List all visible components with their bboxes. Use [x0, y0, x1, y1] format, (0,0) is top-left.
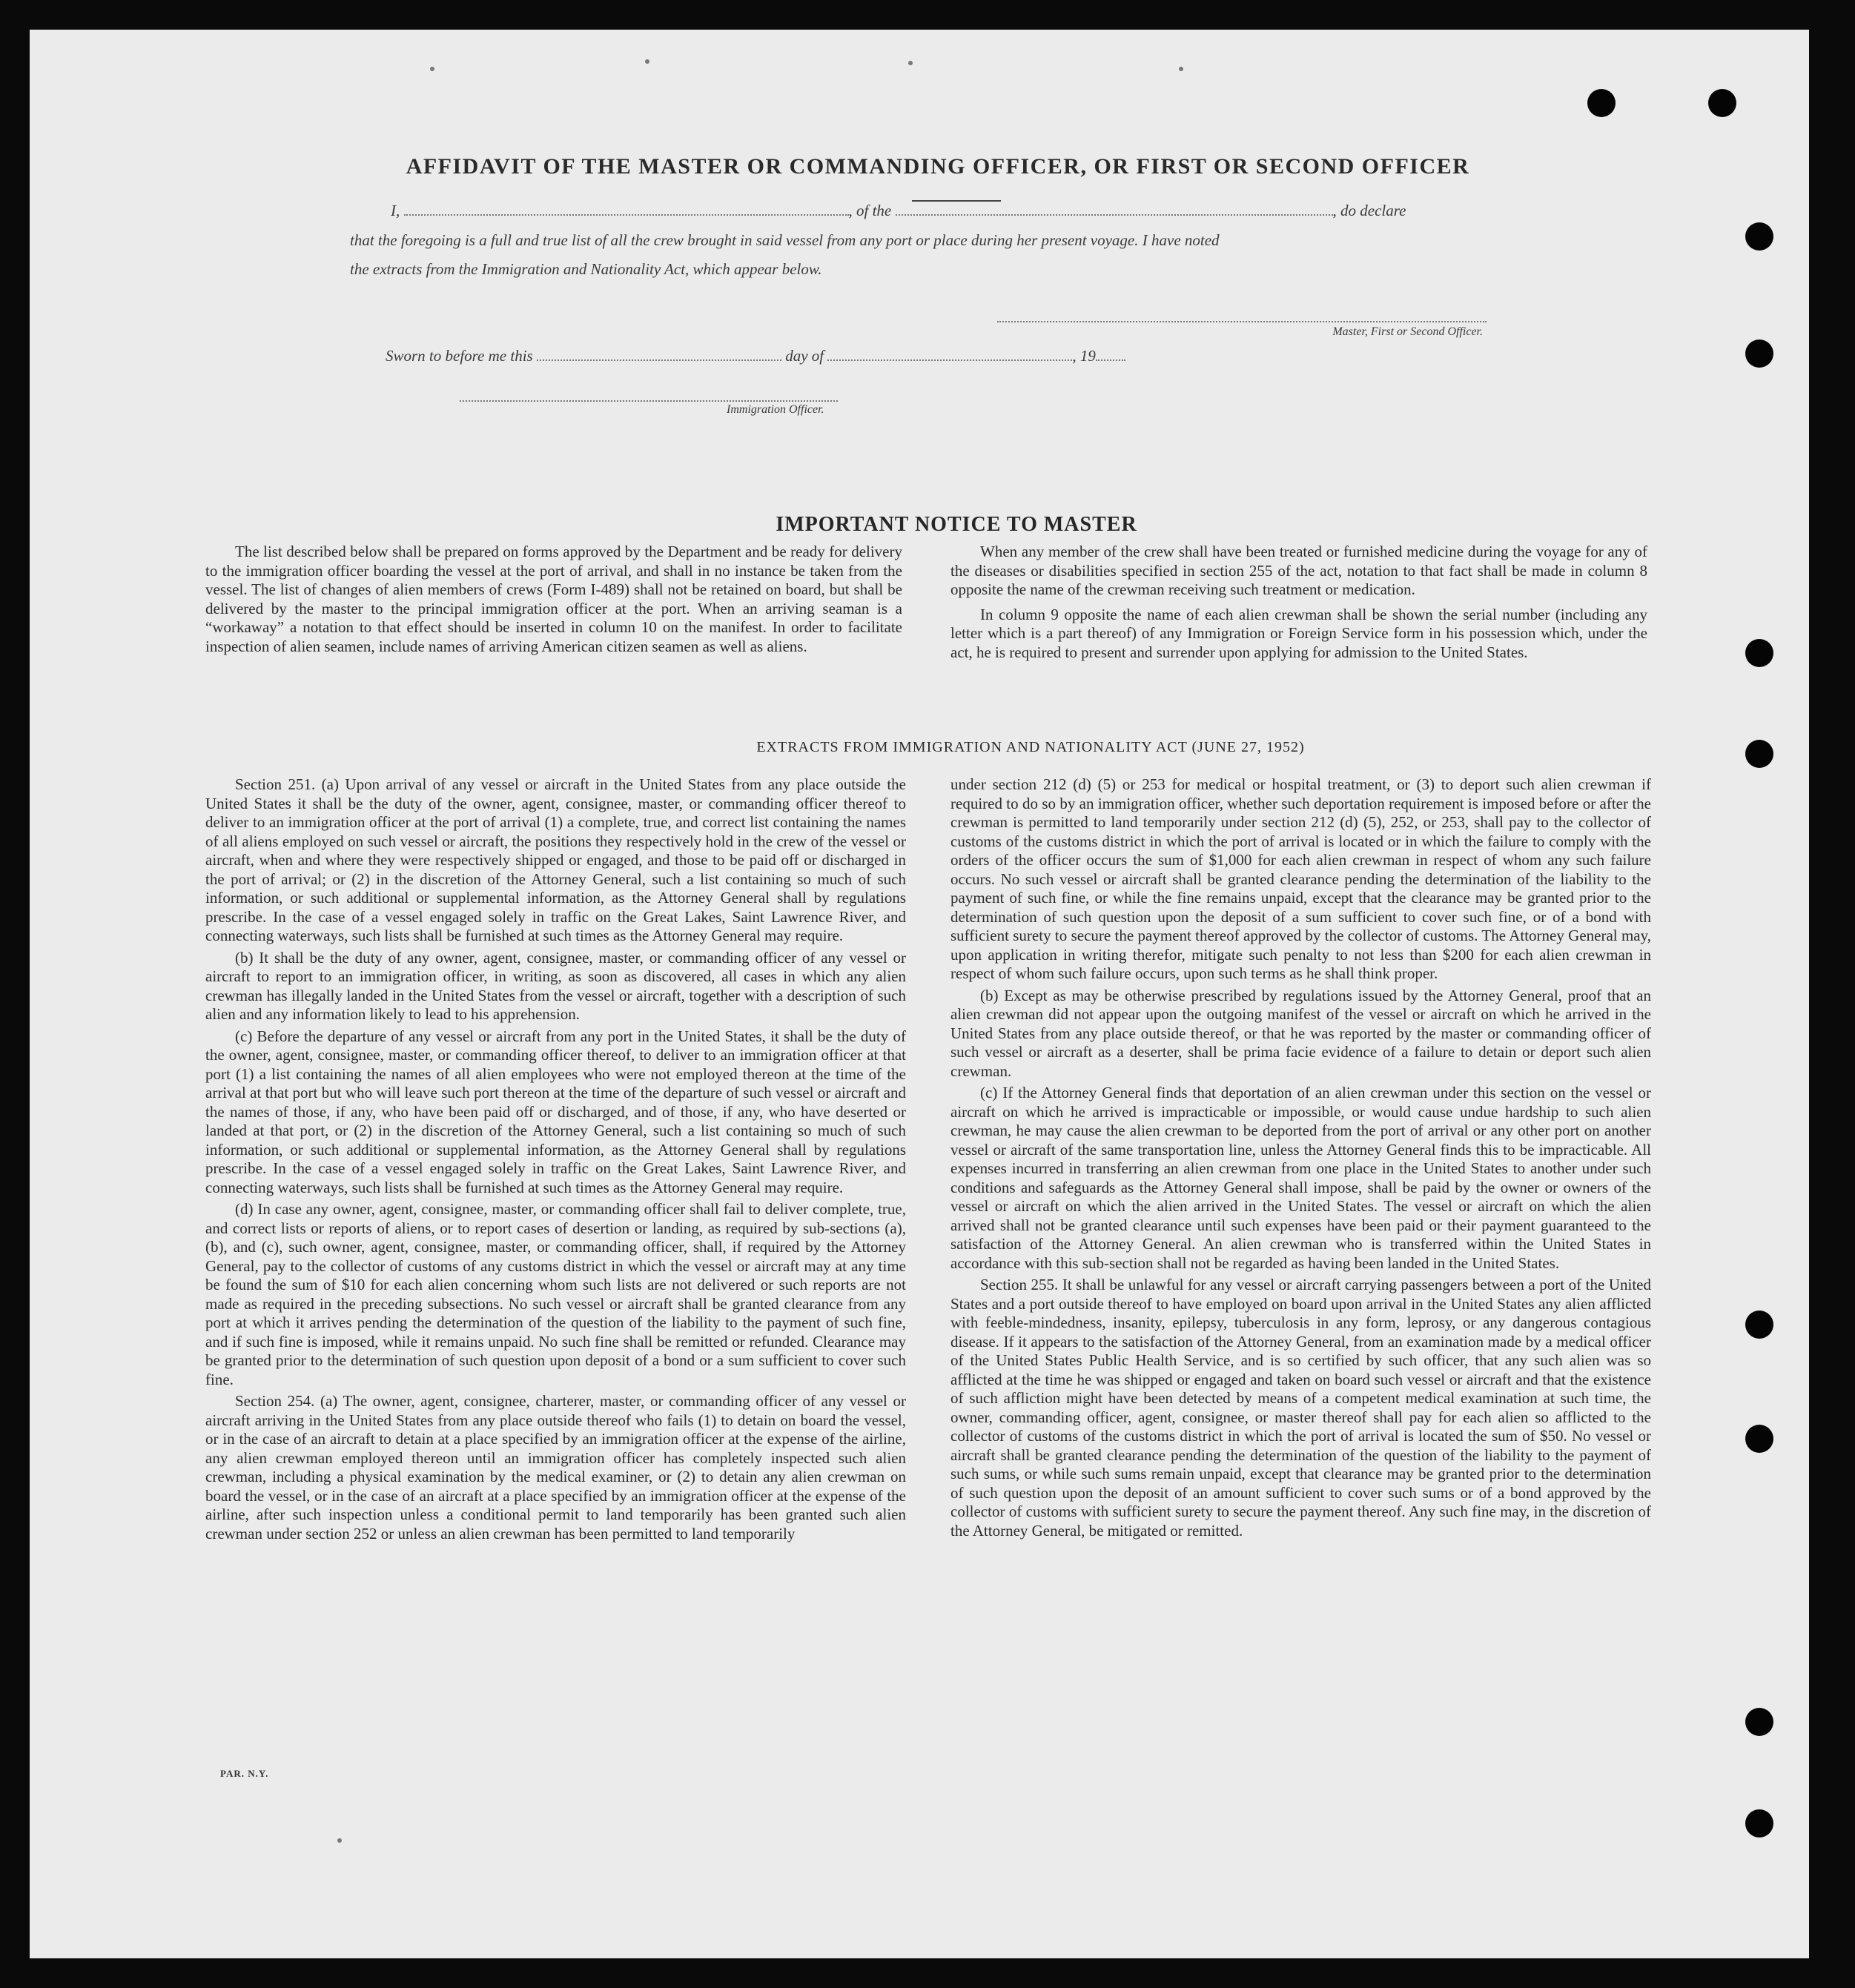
scan-speck [1179, 67, 1183, 71]
year-label: , 19 [1072, 347, 1096, 365]
punch-hole [1745, 639, 1773, 667]
section-251-d: (d) In case any owner, agent, consignee, master, or commanding officer shall fail to deliver complete, true, and correct lists or reports of aliens, or to report cases of desertion or landing, as required by sub-sections (a), (b), and (c), such owner, agent, consignee, master, or commanding officer, shall, if required by the Attorney General, pay to the collector of customs of any customs district in which the vessel or aircraft may at any time be found the sum of $10 for each alien concerning whom such lists are not delivered or such reports are not made as required in the preceding subsections. No such vessel or aircraft shall be granted clearance from any port at which it arrives pending the determination of the question of the liability to the payment of such fine, and if such fine is imposed, while it remains unpaid. No such fine shall be remitted or refunded. Clearance may be granted prior to the determination of such question upon deposit of a bond or a sum sufficient to cover such fine. [205, 1200, 906, 1388]
punch-hole [1708, 89, 1736, 117]
notice-left-paragraph: The list described below shall be prepared on forms approved by the Department and be ready for delivery to the immigration officer boarding the vessel at the port of arrival, and shall in no instance be taken from the vessel. The list of changes of alien members of crews (Form I-489) shall not be retained on board, but shall be delivered by the master to the principal immigration officer at the port. When an arriving seaman is a “workaway” a notation to that effect should be inserted in column 10 on the manifest. In order to facilitate inspection of alien seamen, include names of arriving American citizen seamen as well as aliens. [205, 543, 902, 655]
punch-hole [1745, 1809, 1773, 1838]
notice-right-paragraph-2: In column 9 opposite the name of each alien crewman shall be shown the serial number (including any letter which is a part thereof) of any Immigration or Foreign Service form in his possession which, under the act, he is required to present and surrender upon applying for admission to the United States. [950, 605, 1647, 661]
extracts-right-column [950, 775, 1651, 1543]
declarant-name-blank[interactable] [404, 214, 849, 216]
punch-hole [1745, 1425, 1773, 1453]
notice-left-column [205, 543, 902, 659]
section-251-b: (b) It shall be the duty of any owner, agent, consignee, master, or commanding officer of any vessel or aircraft to report to an immigration officer, in writing, as soon as discovered, all cases in which any alien crewman has illegally landed in the United States from the vessel or aircraft, together with a description of such alien and any information likely to lead to his apprehension. [205, 948, 906, 1023]
extracts-heading: EXTRACTS FROM IMMIGRATION AND NATIONALITY ACT (JUNE 27, 1952) [756, 739, 1305, 755]
scan-speck [908, 61, 913, 65]
of-the-label: , of the [848, 202, 892, 219]
section-255: Section 255. It shall be unlawful for any vessel or aircraft carrying passengers between a port of the United States and a port outside thereof to have employed on board upon arrival in the United States any alien afflicted with feeble-mindedness, insanity, epilepsy, tuberculosis in any form, leprosy, or any dangerous contagious disease. If it appears to the satisfaction of the Attorney General, from an examination made by a medical officer of the United States Public Health Service, and is so certified by such officer, that any such alien was so afflicted at the time he was shipped or engaged and taken on board such vessel or aircraft and that the existence of such affliction might have been detected by means of a competent medical examination at such time, the owner, commanding officer, agent, consignee, or master thereof shall pay for each alien so afflicted to the collector of customs of the customs district in which the port of arrival is located the sum of $50. No vessel or aircraft shall be granted clearance pending the determination of the question of the liability to the payment of such sums, or while such sums remain unpaid, except that clearance may be granted prior to the determination of such question upon the deposit of an amount sufficient to cover such sums or of a bond approved by the collector of customs with sufficient surety to secure the payment thereof. Any such fine may, in the discretion of the Attorney General, be mitigated or remitted. [950, 1276, 1651, 1540]
do-declare-label: , do declare [1332, 202, 1406, 219]
printer-mark: PAR. N.Y. [220, 1768, 269, 1779]
notice-heading: IMPORTANT NOTICE TO MASTER [776, 513, 1137, 536]
sworn-label: Sworn to before me this [386, 347, 533, 365]
sworn-month-blank[interactable] [827, 360, 1072, 361]
day-of-label: day of [785, 347, 824, 365]
affidavit-title: AFFIDAVIT OF THE MASTER OR COMMANDING OFFICER, OR FIRST OR SECOND OFFICER [406, 154, 1470, 179]
section-254-a-continued: under section 212 (d) (5) or 253 for medical or hospital treatment, or (3) to deport such alien crewman if required to do so by an immigration officer, whether such deportation requirement is imposed before or after the crewman is permitted to land temporarily under section 212 (d) (5), 252, or 253, shall pay to the collector of customs of the customs district in which the port of arrival is located or in which the failure to comply with the orders of the officer occurs the sum of $1,000 for each alien crewman in respect of whom any such failure occurs. No such vessel or aircraft shall be granted clearance pending the determination of the liability to the payment of such fine, or while the fine remains unpaid, except that the clearance may be granted prior to the determination of such question upon the deposit of a sum sufficient to cover such fine, or of a bond with sufficient surety to secure the payment thereof approved by the collector of customs. The Attorney General may, upon application in writing therefor, mitigate such penalty to not less than $200 for each alien crewman in respect of whom such failure occurs, upon such terms as he shall think proper. [950, 775, 1651, 982]
master-signature-line[interactable] [997, 321, 1487, 323]
extracts-left-column [205, 775, 906, 1546]
declaration-line-2: that the foregoing is a full and true list of all the crew brought in said vessel from any port or place during her present voyage. I have noted [350, 231, 1220, 249]
punch-hole [1745, 1708, 1773, 1736]
section-254-a: Section 254. (a) The owner, agent, consignee, charterer, master, or commanding officer of any vessel or aircraft arriving in the United States from any place outside thereof who fails (1) to detain on board the vessel, or in the case of an aircraft to detain at a place specified by an immigration officer at the expense of the airline, any alien crewman employed thereon until an immigration officer has completely inspected such alien crewman, including a physical examination by the medical examiner, or (2) to detain any alien crewman on board the vessel, or in the case of an aircraft at a place specified by an immigration officer at the expense of the airline, after such inspection unless a conditional permit to land temporarily has been granted such alien crewman under section 252 or unless an alien crewman has been permitted to land temporarily [205, 1392, 906, 1543]
punch-hole [1587, 89, 1616, 117]
scan-speck [430, 67, 434, 71]
scan-speck [337, 1838, 342, 1843]
sworn-day-blank[interactable] [537, 360, 781, 361]
scan-speck [645, 59, 649, 64]
declaration-line-3: the extracts from the Immigration and Nationality Act, which appear below. [350, 260, 822, 278]
punch-hole [1745, 222, 1773, 251]
notice-right-paragraph-1: When any member of the crew shall have been treated or furnished medicine during the voyage for any of the diseases or disabilities specified in section 255 of the act, notation to that fact shall be made in column 8 opposite the name of the crewman receiving such treatment or medication. [950, 543, 1647, 598]
punch-hole [1745, 1311, 1773, 1339]
vessel-name-blank[interactable] [896, 214, 1333, 216]
sworn-line [386, 347, 1275, 365]
declaration-line-1 [391, 202, 1525, 220]
declarant-prefix: I, [391, 202, 400, 219]
section-254-b: (b) Except as may be otherwise prescribed by regulations issued by the Attorney General, proof that an alien crewman did not appear upon the outgoing manifest of the vessel or aircraft on which he arrived in the United States from any place outside thereof, or that he was reported by the master or commanding officer of such vessel or aircraft as a deserter, shall be prima facie evidence of a failure to detain or deport such alien crewman. [950, 986, 1651, 1080]
section-251-a: Section 251. (a) Upon arrival of any vessel or aircraft in the United States from any place outside the United States it shall be the duty of the owner, agent, consignee, master, or commanding officer thereof to deliver to an immigration officer at the port of arrival (1) a complete, true, and correct list containing the names of all aliens employed on such vessel or aircraft, the positions they respectively hold in the crew of the vessel or aircraft, when and where they were respectively shipped or engaged, and those to be paid off or discharged in the port of arrival; or (2) in the discretion of the Attorney General, such a list containing so much of such information, or such additional or supplemental information, as the Attorney General shall by regulations prescribe. In the case of a vessel engaged solely in traffic on the Great Lakes, Saint Lawrence River, and connecting waterways, such lists shall be furnished at such times as the Attorney General may require. [205, 775, 906, 944]
punch-hole [1745, 740, 1773, 768]
officer-signature-label: Immigration Officer. [727, 403, 824, 416]
section-254-c: (c) If the Attorney General finds that deportation of an alien crewman under this section on the vessel or aircraft on which he arrived is impracticable or impossible, or would cause undue hardship to such alien crewman, he may cause the alien crewman to be deported from the port of arrival or any other port on another vessel or aircraft of the same transportation line, unless the Attorney General finds this to be impracticable. All expenses incurred in transferring an alien crewman from one place in the United States to another under such conditions and safeguards as the Attorney General shall impose, shall be paid by the owner or owners of the vessel or aircraft on which the alien arrived in the United States. The vessel or aircraft on which the alien arrived shall not be granted clearance until such expenses have been paid or their payment guaranteed to the satisfaction of the Attorney General. An alien crewman who is transferred within the United States in accordance with this sub-section shall not be regarded as having been landed in the United States. [950, 1084, 1651, 1272]
officer-signature-line[interactable] [460, 400, 838, 402]
notice-right-column [950, 543, 1647, 665]
document-page [30, 30, 1809, 1958]
punch-hole [1745, 339, 1773, 368]
master-signature-label: Master, First or Second Officer. [1332, 325, 1483, 338]
sworn-year-blank[interactable] [1096, 360, 1125, 361]
section-251-c: (c) Before the departure of any vessel or aircraft from any port in the United States, it shall be the duty of the owner, agent, consignee, master, or commanding officer thereof, to deliver to an immigration officer at that port (1) a list containing the names of all alien employees who were not employed thereon at the time of the arrival at that port but who will leave such port thereon at the time of the departure of such vessel or aircraft and the names of those, if any, who have been paid off or discharged, and of those, if any, who have deserted or landed at that port, or (2) in the discretion of the Attorney General, such a list containing so much of such information, or such additional or supplemental information, as the Attorney General shall by regulations prescribe. In the case of a vessel engaged solely in traffic on the Great Lakes, Saint Lawrence River, and connecting waterways, such lists shall be furnished at such times as the Attorney General may require. [205, 1027, 906, 1196]
